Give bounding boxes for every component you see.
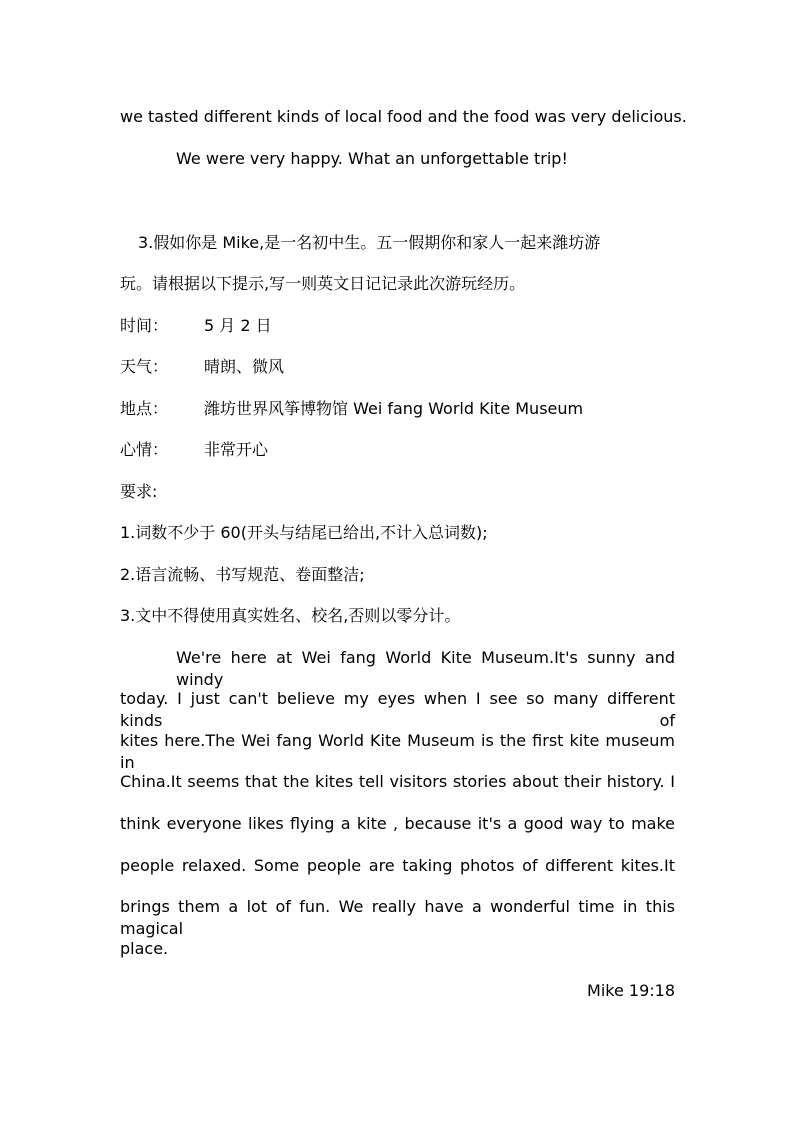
essay-line-1: We're here at Wei fang World Kite Museum.It's sunny and windy	[176, 648, 675, 689]
requirement-item-3: 3.文中不得使用真实姓名、校名,否则以零分计。	[120, 606, 461, 625]
essay-line-6: people relaxed. Some people are taking photos of different kites.It	[120, 856, 675, 875]
essay-line-2: today. I just can't believe my eyes when I see so many different kinds of	[120, 689, 675, 730]
essay-line-5: think everyone likes flying a kite , because it's a good way to make	[120, 814, 675, 833]
prev-essay-line-2: We were very happy. What an unforgettable trip!	[176, 149, 568, 168]
essay-line-3: kites here.The Wei fang World Kite Museum is the first kite museum in	[120, 731, 675, 772]
requirement-item-2: 2.语言流畅、书写规范、卷面整洁;	[120, 565, 365, 584]
info-label-weather: 天气：	[120, 357, 169, 376]
essay-line-8: place.	[120, 939, 169, 958]
requirements-title: 要求:	[120, 482, 158, 501]
info-label-place: 地点：	[120, 399, 169, 418]
prev-essay-line-1: we tasted different kinds of local food and the food was very delicious.	[120, 107, 687, 126]
question-line-1: 3.假如你是 Mike,是一名初中生。五一假期你和家人一起来潍坊游	[138, 233, 601, 252]
info-label-mood: 心情：	[120, 440, 169, 459]
question-line-2: 玩。请根据以下提示,写一则英文日记记录此次游玩经历。	[120, 274, 526, 293]
essay-line-7: brings them a lot of fun. We really have a wonderful time in this magical	[120, 897, 675, 938]
requirement-item-1: 1.词数不少于 60(开头与结尾已给出,不计入总词数);	[120, 523, 488, 542]
info-value-place: 潍坊世界风筝博物馆 Wei fang World Kite Museum	[204, 399, 584, 418]
info-value-weather: 晴朗、微风	[204, 357, 285, 376]
info-value-time: 5 月 2 日	[204, 316, 272, 335]
essay-signature: Mike 19:18	[587, 981, 675, 1000]
essay-line-4: China.It seems that the kites tell visitors stories about their history. I	[120, 772, 675, 791]
info-value-mood: 非常开心	[204, 440, 269, 459]
info-label-time: 时间：	[120, 316, 169, 335]
